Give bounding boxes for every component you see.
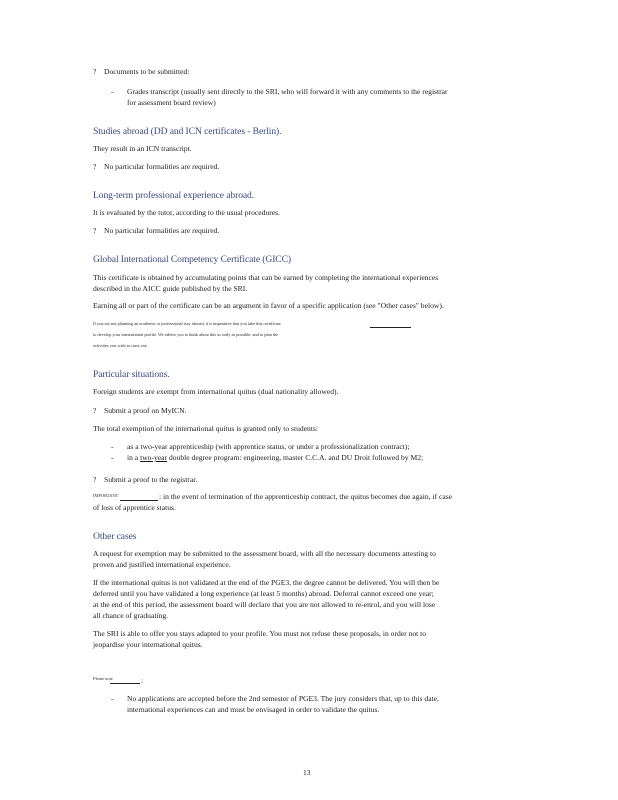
question-marker: ?: [93, 67, 97, 76]
other-p2-line1: If the international quitus is not validated at the end of the PGE3, the degree cannot be delivered. You will then be: [93, 578, 440, 587]
gicc-paragraph1-line2: described in the AICC guide published by the SRI.: [93, 284, 248, 293]
experience-line: It is evaluated by the tutor, according to the usual procedures.: [93, 208, 280, 217]
experience-formalities: No particular formalities are required.: [104, 226, 220, 235]
important-label: IMPORTANT: [93, 493, 119, 498]
underline-rule: [120, 500, 158, 501]
particular-line1: Foreign students are exempt from international quitus (dual nationality allowed).: [93, 387, 339, 396]
question-marker: ?: [93, 406, 97, 415]
list-bullet: -: [111, 694, 114, 703]
documents-title: Documents to be submitted:: [104, 67, 190, 76]
page-number: 13: [303, 768, 311, 777]
list-bullet: -: [111, 453, 114, 462]
please-note-label: Please note: [93, 676, 113, 681]
particular-heading: Particular situations.: [93, 369, 170, 380]
question-marker: ?: [93, 475, 97, 484]
documents-item-line1: Grades transcript (usually sent directly to the SRI, who will forward it with any comments to the registrar: [127, 87, 448, 96]
important-line2: of loss of apprentice status.: [93, 503, 176, 512]
other-p2-line4: all chance of graduating.: [93, 611, 169, 620]
studies-heading: Studies abroad (DD and ICN certificates - Berlin).: [93, 126, 282, 137]
other-heading: Other cases: [93, 531, 137, 542]
question-marker: ?: [93, 226, 97, 235]
bullet2-suffix: double degree program: engineering, master C.C.A. and DU Droit followed by M2;: [167, 453, 424, 462]
underline-rule: [370, 327, 411, 328]
gicc-note-line2: to develop your international profile. We advise you to think about this as early as possible, and to plan the: [93, 332, 279, 337]
gicc-paragraph2: Earning all or part of the certificate can be an argument in favor of a specific application (see "Other cases" below).: [93, 301, 444, 310]
note-line2: international experiences can and must be envisaged in order to validate the quitus.: [127, 705, 380, 714]
question-marker: ?: [93, 162, 97, 171]
other-p2-line2: deferred until you have validated a long experience (at least 5 months) abroad. Deferral cannot exceed one year;: [93, 589, 434, 598]
other-p2-line3: at the end of this period, the assessment board will declare that you are not allowed to re-enrol, and you will lose: [93, 600, 436, 609]
other-p3-line2: jeopardise your international quitus.: [93, 640, 203, 649]
bullet2-underlined: two-year: [140, 453, 168, 462]
studies-formalities: No particular formalities are required.: [104, 162, 220, 171]
note-line1: No applications are accepted before the 2nd semester of PGE3. The jury considers that, up to this date,: [127, 694, 439, 703]
particular-bullet2: [127, 452, 423, 463]
particular-submit1: Submit a proof on MyICN.: [104, 406, 187, 415]
particular-submit2: Submit a proof to the registrar.: [104, 475, 198, 484]
bullet2-prefix: in a: [127, 453, 141, 462]
studies-line: They result in an ICN transcript.: [93, 144, 192, 153]
documents-item-line2: for assessment board review): [127, 98, 216, 107]
underline-rule: [110, 683, 140, 684]
other-p1-line1: A request for exemption may be submitted to the assessment board, with all the necessary documents attesting to: [93, 549, 436, 558]
gicc-heading: Global International Competency Certificate (GICC): [93, 254, 292, 265]
gicc-paragraph1-line1: This certificate is obtained by accumulating points that can be earned by completing the international experiences: [93, 273, 439, 282]
other-p3-line1: The SRI is able to offer you stays adapted to your profile. You must not refuse these proposals, in order not to: [93, 629, 427, 638]
please-note-colon: :: [141, 676, 144, 685]
particular-line2: The total exemption of the international quitus is granted only to students:: [93, 424, 319, 433]
particular-bullet1: as a two-year apprenticeship (with apprentice status, or under a professionalization contract);: [127, 442, 410, 451]
other-p1-line2: proven and justified international experience.: [93, 560, 231, 569]
list-bullet: -: [111, 442, 114, 451]
gicc-note-line3: activities you wish to carry out.: [93, 343, 148, 348]
list-bullet: -: [111, 87, 114, 96]
gicc-note-line1: If you are not planning an academic or professional stay abroad, it is imperative that you take this certificate: [93, 321, 281, 326]
important-text: : in the event of termination of the apprenticeship contract, the quitus becomes due again, if case: [159, 492, 453, 501]
experience-heading: Long-term professional experience abroad.: [93, 190, 255, 201]
